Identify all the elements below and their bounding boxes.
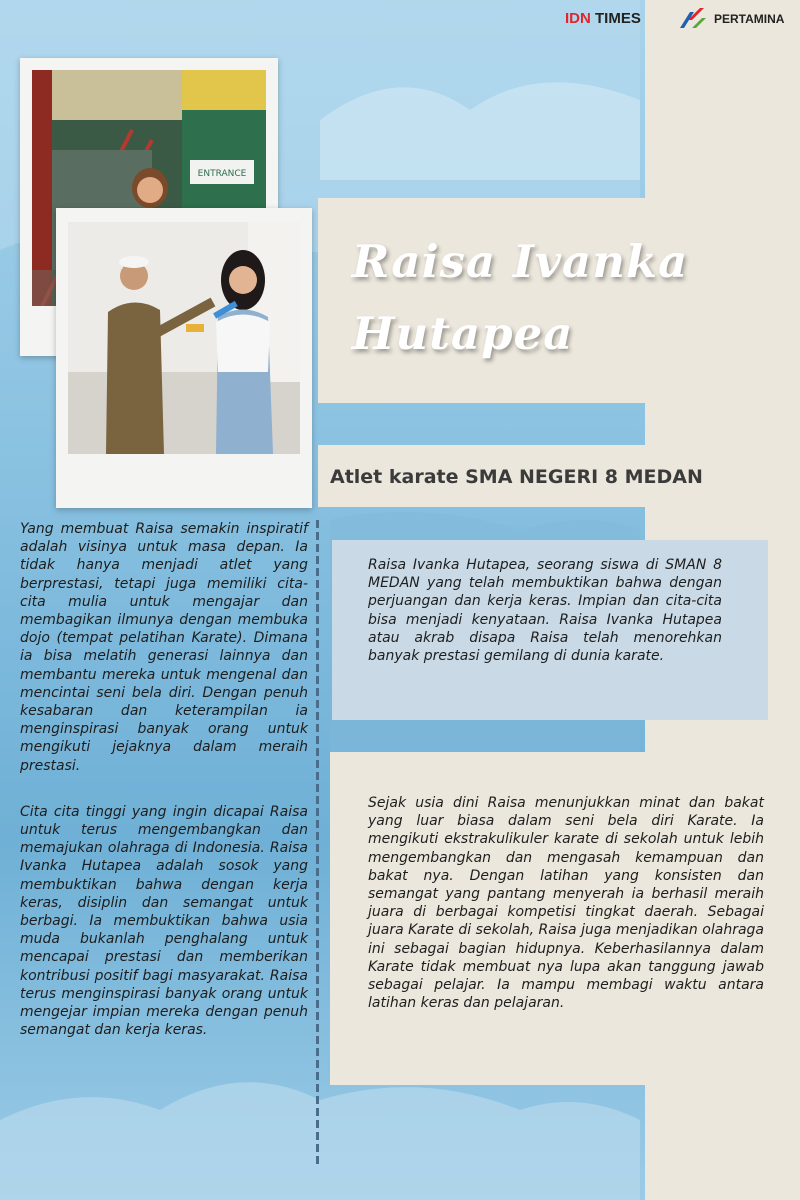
page-title [352, 226, 792, 370]
right-paragraph: Sejak usia dini Raisa menunjukkan minat dan bakat yang luar biasa dalam seni bela diri Karate. Ia mengikuti ekstrakulikuler karate di sekolah untuk lebih mengembangkan dan mengasah kemampuan dan bakat nya. Dengan latihan yang konsisten dan semangat yang pantang menyerah ia berhasil meraih juara di berbagai kompetisi tingkat daerah. Sebagai juara Karate di sekolah, Raisa juga menjadikan olahraga ini sebagai bagian hidupnya. Keberhasilannya dalam Karate tidak membuat nya lupa akan tanggung jawab sebagai pelajar. Ia mampu membagi waktu antara latihan keras dan pelajaran. [368, 795, 764, 1012]
left-paragraph-2: Cita cita tinggi yang ingin dicapai Raisa untuk terus mengembangkan dan memajukan olahraga di Indonesia. Raisa Ivanka Hutapea adalah sosok yang membuktikan bahwa dengan kerja keras, disiplin dan semangat untuk berbagi. Ia membuktikan bahwa usia muda bukanlah penghalang untuk mencapai prestasi dan memberikan kontribusi positif bagi masyarakat. Raisa terus menginspirasi banyak orang untuk mengejar impian mereka dengan penuh semangat dan kerja keras. [20, 803, 308, 1039]
intro-box [332, 540, 768, 720]
photo-award-image [68, 222, 300, 454]
title-line-1: Raisa Ivanka [352, 235, 689, 288]
title-line-2: Hutapea [352, 307, 574, 360]
idn-times-logo: IDN TIMES [565, 10, 641, 27]
entrance-sign: ENTRANCE [197, 169, 247, 179]
pertamina-icon [676, 8, 708, 30]
left-column [20, 520, 308, 1067]
pertamina-label: PERTAMINA [714, 12, 785, 26]
left-paragraph-1: Yang membuat Raisa semakin inspiratif adalah visinya untuk masa depan. Ia tidak hanya menjadi atlet yang berprestasi, tetapi juga memiliki cita-cita mulia untuk mengajar dan membagikan ilmunya dengan membuka dojo (tempat pelatihan Karate). Dimana ia bisa melatih generasi lainnya dan membantu mereka untuk mengenal dan mencintai seni bela diri. Dengan penuh kesabaran dan keterampilan ia menginspirasi banyak orang untuk mengikuti jejaknya dalam meraih prestasi. [20, 521, 308, 774]
column-divider [316, 520, 319, 1165]
photo-award [56, 208, 312, 508]
subtitle: Atlet karate SMA NEGERI 8 MEDAN [330, 466, 703, 488]
pertamina-logo [676, 8, 784, 30]
intro-paragraph: Raisa Ivanka Hutapea, seorang siswa di SMAN 8 MEDAN yang telah membuktikan bahwa dengan perjuangan dan kerja keras. Impian dan cita-cita bisa menjadi kenyataan. Raisa Ivanka Hutapea atau akrab disapa Raisa telah menorehkan banyak prestasi gemilang di dunia karate. [368, 557, 722, 665]
right-column [368, 794, 764, 1012]
